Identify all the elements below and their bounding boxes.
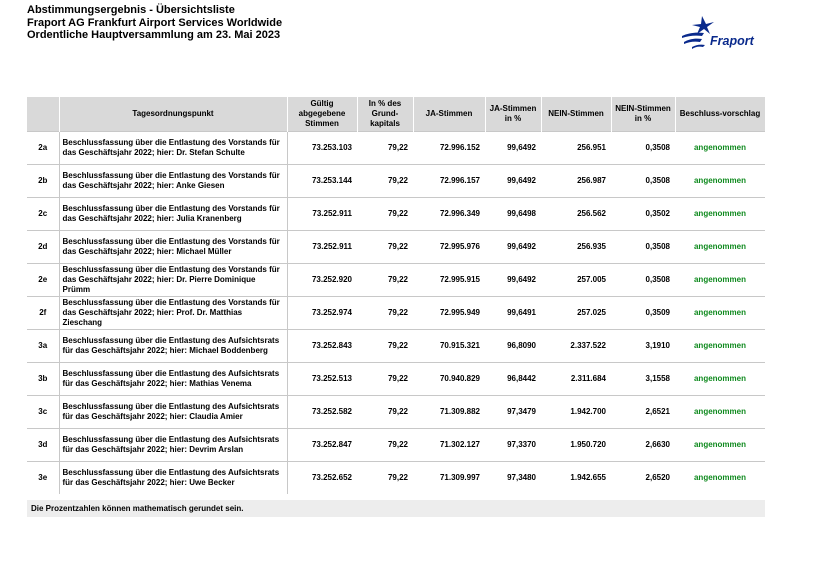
cell-no-votes: 1.942.700: [541, 396, 611, 429]
cell-pct-capital: 79,22: [357, 132, 413, 165]
cell-pct-capital: 79,22: [357, 462, 413, 495]
cell-yes-votes: 71.302.127: [413, 429, 485, 462]
cell-no-votes: 256.951: [541, 132, 611, 165]
logo-text: Fraport: [710, 34, 754, 48]
cell-agenda-item: Beschlussfassung über die Entlastung des Vorstands für das Geschäftsjahr 2022; hier: Anke Giesen: [59, 165, 287, 198]
cell-row-number: 3c: [27, 396, 59, 429]
cell-yes-votes: 72.995.915: [413, 264, 485, 297]
cell-result: angenommen: [675, 165, 765, 198]
cell-pct-capital: 79,22: [357, 198, 413, 231]
cell-yes-votes: 72.996.157: [413, 165, 485, 198]
footnote: Die Prozentzahlen können mathematisch gerundet sein.: [27, 500, 765, 517]
cell-no-pct: 0,3502: [611, 198, 675, 231]
cell-no-pct: 0,3508: [611, 264, 675, 297]
cell-row-number: 2a: [27, 132, 59, 165]
cell-no-pct: 2,6520: [611, 462, 675, 495]
cell-agenda-item: Beschlussfassung über die Entlastung des Vorstands für das Geschäftsjahr 2022; hier: Julia Kranenberg: [59, 198, 287, 231]
cell-no-votes: 257.025: [541, 297, 611, 330]
col-header-top: [27, 97, 59, 132]
cell-result: angenommen: [675, 264, 765, 297]
cell-yes-pct: 99,6491: [485, 297, 541, 330]
cell-valid-votes: 73.252.582: [287, 396, 357, 429]
cell-pct-capital: 79,22: [357, 231, 413, 264]
cell-result: angenommen: [675, 330, 765, 363]
cell-valid-votes: 73.252.847: [287, 429, 357, 462]
cell-no-votes: 256.935: [541, 231, 611, 264]
table-row: [27, 330, 765, 363]
cell-agenda-item: Beschlussfassung über die Entlastung des Aufsichtsrats für das Geschäftsjahr 2022; hier: Michael Boddenberg: [59, 330, 287, 363]
col-header-no-votes: NEIN-Stimmen: [541, 97, 611, 132]
cell-pct-capital: 79,22: [357, 363, 413, 396]
cell-yes-pct: 97,3480: [485, 462, 541, 495]
cell-yes-pct: 96,8090: [485, 330, 541, 363]
cell-row-number: 3d: [27, 429, 59, 462]
cell-agenda-item: Beschlussfassung über die Entlastung des Vorstands für das Geschäftsjahr 2022; hier: Michael Müller: [59, 231, 287, 264]
cell-result: angenommen: [675, 297, 765, 330]
cell-valid-votes: 73.252.843: [287, 330, 357, 363]
col-header-pct-capital: In % des Grund-kapitals: [357, 97, 413, 132]
cell-row-number: 2f: [27, 297, 59, 330]
cell-valid-votes: 73.252.974: [287, 297, 357, 330]
cell-row-number: 2b: [27, 165, 59, 198]
table-row: [27, 462, 765, 495]
cell-row-number: 2e: [27, 264, 59, 297]
cell-result: angenommen: [675, 396, 765, 429]
cell-valid-votes: 73.252.652: [287, 462, 357, 495]
cell-no-votes: 256.987: [541, 165, 611, 198]
fraport-logo: [680, 14, 770, 54]
cell-pct-capital: 79,22: [357, 396, 413, 429]
col-header-valid-votes: Gültig abgegebene Stimmen: [287, 97, 357, 132]
cell-result: angenommen: [675, 198, 765, 231]
cell-yes-pct: 97,3370: [485, 429, 541, 462]
cell-no-votes: 2.311.684: [541, 363, 611, 396]
voting-results-table: [27, 97, 766, 494]
cell-yes-votes: 70.940.829: [413, 363, 485, 396]
cell-yes-pct: 99,6492: [485, 264, 541, 297]
cell-agenda-item: Beschlussfassung über die Entlastung des Aufsichtsrats für das Geschäftsjahr 2022; hier: Devrim Arslan: [59, 429, 287, 462]
cell-pct-capital: 79,22: [357, 330, 413, 363]
cell-no-votes: 1.942.655: [541, 462, 611, 495]
cell-row-number: 3a: [27, 330, 59, 363]
cell-pct-capital: 79,22: [357, 165, 413, 198]
cell-no-votes: 256.562: [541, 198, 611, 231]
table-row: [27, 429, 765, 462]
cell-row-number: 2c: [27, 198, 59, 231]
cell-yes-votes: 71.309.997: [413, 462, 485, 495]
cell-yes-votes: 72.996.349: [413, 198, 485, 231]
cell-valid-votes: 73.252.911: [287, 231, 357, 264]
cell-no-pct: 0,3508: [611, 132, 675, 165]
table-row: [27, 363, 765, 396]
table-row: [27, 165, 765, 198]
col-header-yes-votes: JA-Stimmen: [413, 97, 485, 132]
cell-yes-votes: 71.309.882: [413, 396, 485, 429]
cell-yes-votes: 72.995.949: [413, 297, 485, 330]
meeting-date: Ordentliche Hauptversammlung am 23. Mai 2023: [27, 29, 281, 41]
cell-result: angenommen: [675, 429, 765, 462]
cell-valid-votes: 73.252.911: [287, 198, 357, 231]
cell-valid-votes: 73.252.920: [287, 264, 357, 297]
cell-no-pct: 0,3508: [611, 231, 675, 264]
cell-no-pct: 3,1558: [611, 363, 675, 396]
cell-yes-pct: 99,6492: [485, 231, 541, 264]
table-row: [27, 231, 765, 264]
cell-agenda-item: Beschlussfassung über die Entlastung des Vorstands für das Geschäftsjahr 2022; hier: Dr. Pierre Dominique Prümm: [59, 264, 287, 297]
col-header-agenda-item: Tagesordnungspunkt: [59, 97, 287, 132]
cell-yes-pct: 96,8442: [485, 363, 541, 396]
table-row: [27, 198, 765, 231]
cell-result: angenommen: [675, 132, 765, 165]
cell-agenda-item: Beschlussfassung über die Entlastung des Vorstands für das Geschäftsjahr 2022; hier: Dr. Stefan Schulte: [59, 132, 287, 165]
cell-pct-capital: 79,22: [357, 264, 413, 297]
col-header-proposal: Beschluss-vorschlag: [675, 97, 765, 132]
cell-yes-votes: 72.996.152: [413, 132, 485, 165]
table-header-row: [27, 97, 765, 132]
cell-no-votes: 1.950.720: [541, 429, 611, 462]
cell-row-number: 3e: [27, 462, 59, 495]
cell-no-pct: 0,3509: [611, 297, 675, 330]
col-header-no-pct: NEIN-Stimmen in %: [611, 97, 675, 132]
document-header: [27, 4, 282, 42]
document-title: Abstimmungsergebnis - Übersichtsliste: [27, 4, 235, 16]
col-header-yes-pct: JA-Stimmen in %: [485, 97, 541, 132]
cell-no-pct: 3,1910: [611, 330, 675, 363]
table-row: [27, 264, 765, 297]
cell-no-votes: 2.337.522: [541, 330, 611, 363]
cell-agenda-item: Beschlussfassung über die Entlastung des Vorstands für das Geschäftsjahr 2022; hier: Prof. Dr. Matthias Zieschang: [59, 297, 287, 330]
cell-yes-pct: 97,3479: [485, 396, 541, 429]
cell-valid-votes: 73.253.144: [287, 165, 357, 198]
table-row: [27, 396, 765, 429]
cell-valid-votes: 73.252.513: [287, 363, 357, 396]
cell-yes-pct: 99,6492: [485, 165, 541, 198]
cell-yes-pct: 99,6492: [485, 132, 541, 165]
cell-agenda-item: Beschlussfassung über die Entlastung des Aufsichtsrats für das Geschäftsjahr 2022; hier: Mathias Venema: [59, 363, 287, 396]
cell-agenda-item: Beschlussfassung über die Entlastung des Aufsichtsrats für das Geschäftsjahr 2022; hier: Uwe Becker: [59, 462, 287, 495]
cell-result: angenommen: [675, 462, 765, 495]
cell-result: angenommen: [675, 231, 765, 264]
cell-valid-votes: 73.253.103: [287, 132, 357, 165]
cell-row-number: 3b: [27, 363, 59, 396]
table-row: [27, 297, 765, 330]
table-row: [27, 132, 765, 165]
cell-agenda-item: Beschlussfassung über die Entlastung des Aufsichtsrats für das Geschäftsjahr 2022; hier: Claudia Amier: [59, 396, 287, 429]
cell-yes-votes: 72.995.976: [413, 231, 485, 264]
cell-no-pct: 0,3508: [611, 165, 675, 198]
cell-no-votes: 257.005: [541, 264, 611, 297]
cell-pct-capital: 79,22: [357, 297, 413, 330]
cell-yes-votes: 70.915.321: [413, 330, 485, 363]
cell-row-number: 2d: [27, 231, 59, 264]
cell-no-pct: 2,6521: [611, 396, 675, 429]
company-name: Fraport AG Frankfurt Airport Services Worldwide: [27, 16, 283, 29]
cell-yes-pct: 99,6498: [485, 198, 541, 231]
cell-no-pct: 2,6630: [611, 429, 675, 462]
cell-pct-capital: 79,22: [357, 429, 413, 462]
cell-result: angenommen: [675, 363, 765, 396]
